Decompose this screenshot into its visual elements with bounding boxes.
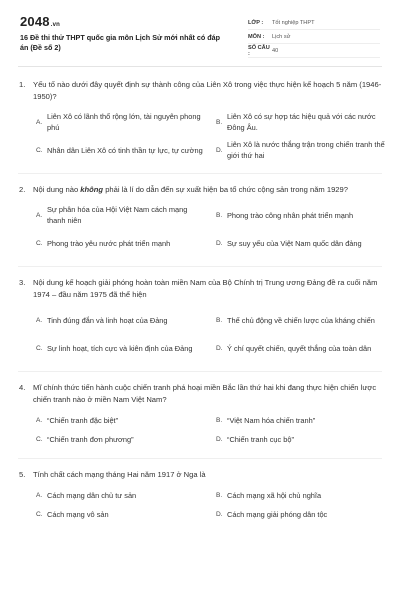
option-text: Cách mạng xã hội chủ nghĩa [227, 491, 322, 500]
answer-option-c[interactable] [36, 139, 206, 161]
option-text: Thế chủ động về chiến lược của kháng chiến [227, 315, 375, 325]
option-text: Sự phân hóa của Hội Việt Nam cách mạng thanh niên [47, 205, 188, 225]
answer-options [36, 204, 382, 254]
meta-row-mon [248, 30, 380, 44]
question-emphasis: không [80, 185, 104, 194]
question-text [18, 469, 382, 481]
option-letter: B. [216, 118, 223, 126]
question-number: 3. [19, 278, 26, 287]
answer-option-d[interactable] [216, 139, 386, 161]
question-text [18, 382, 382, 406]
answer-option-c[interactable] [36, 433, 206, 446]
option-letter: C. [36, 344, 43, 352]
option-letter: D. [216, 344, 223, 352]
exam-meta [248, 16, 380, 58]
option-text: Tinh đúng đắn và linh hoạt của Đảng [47, 315, 168, 325]
question-divider [18, 458, 382, 459]
option-text: Phong trào công nhân phát triển mạnh [227, 210, 354, 220]
question-number: 1. [19, 80, 26, 89]
question-text [18, 184, 382, 196]
logo-suffix: .vn [50, 22, 61, 28]
question-2 [18, 184, 382, 254]
answer-option-d[interactable] [216, 433, 386, 446]
option-letter: A. [36, 316, 43, 324]
answer-option-d[interactable] [216, 508, 386, 521]
answer-options [36, 414, 382, 446]
meta-row-lop [248, 16, 380, 30]
option-text: Ý chí quyết chiến, quyết thắng của toàn dân [227, 343, 372, 353]
question-text [18, 277, 382, 301]
question-5 [18, 469, 382, 521]
question-number: 4. [19, 383, 26, 392]
logo-main: 2048 [20, 14, 50, 29]
meta-lop-value: Tốt nghiệp THPT [272, 19, 315, 26]
option-text: “Chiến tranh đơn phương” [47, 435, 134, 444]
option-text: Sự suy yếu của Việt Nam quốc dân đảng [227, 238, 362, 248]
answer-option-c[interactable] [36, 508, 206, 521]
answer-option-b[interactable] [216, 414, 386, 427]
question-body: Nội dung kế hoạch giải phóng hoàn toàn miền Nam của Bộ Chính trị Trung ương Đảng đề ra cuối năm 1974 – đầu năm 1975 đã thể hiện [33, 278, 378, 299]
answer-option-b[interactable] [216, 309, 386, 331]
option-letter: B. [216, 211, 223, 219]
question-text-before: Nội dung nào [33, 185, 81, 194]
question-body: Yếu tố nào dưới đây quyết định sự thành công của Liên Xô trong việc thực hiện kế hoạch 5 năm (1946-1950)? [33, 80, 382, 101]
option-text: Sự linh hoạt, tích cực và kiên định của Đảng [47, 343, 193, 353]
exam-header [18, 0, 382, 67]
option-letter: C. [36, 239, 43, 247]
option-text: Cách mạng dân chủ tư sản [47, 491, 137, 500]
option-letter: B. [216, 316, 223, 324]
answer-options [36, 309, 382, 359]
option-letter: D. [216, 146, 223, 154]
option-letter: B. [216, 492, 223, 499]
option-letter: A. [36, 417, 43, 424]
option-text: Cách mạng giải phóng dân tộc [227, 510, 328, 519]
answer-options [36, 111, 385, 161]
site-logo[interactable] [20, 14, 60, 29]
answer-option-d[interactable] [216, 337, 386, 359]
option-letter: A. [36, 211, 43, 219]
option-letter: B. [216, 417, 223, 424]
option-letter: D. [216, 511, 223, 518]
option-text: Liên Xô có sự hợp tác hiệu quả với các nước Đông Âu. [227, 112, 376, 132]
answer-option-a[interactable] [36, 111, 206, 133]
answer-option-b[interactable] [216, 111, 386, 133]
answer-option-b[interactable] [216, 204, 386, 226]
meta-socau-value: 40 [272, 47, 279, 54]
question-body [33, 184, 348, 196]
question-body: Mĩ chính thức tiến hành cuộc chiến tranh phá hoại miền Bắc lần thứ hai khi đang thực hiện chiến lược chiến tranh nào ở miền Nam Việt Nam? [33, 383, 377, 404]
option-text: Cách mạng vô sản [47, 510, 109, 519]
option-letter: D. [216, 436, 223, 443]
question-3 [18, 277, 382, 359]
option-letter: A. [36, 118, 43, 126]
question-1 [18, 79, 385, 161]
option-letter: C. [36, 436, 43, 443]
option-text: “Việt Nam hóa chiến tranh” [227, 416, 316, 425]
option-letter: C. [36, 146, 43, 154]
option-text: Nhân dân Liên Xô có tinh thần tự lực, tự cường [47, 145, 203, 155]
answer-option-a[interactable] [36, 414, 206, 427]
answer-option-c[interactable] [36, 337, 206, 359]
answer-option-a[interactable] [36, 204, 206, 226]
answer-option-d[interactable] [216, 232, 386, 254]
question-number: 5. [19, 470, 26, 479]
answer-option-b[interactable] [216, 489, 386, 502]
answer-option-a[interactable] [36, 309, 206, 331]
option-letter: A. [36, 492, 43, 499]
question-body: Tính chất cách mạng tháng Hai năm 1917 ở Nga là [33, 470, 206, 479]
answer-options [36, 489, 382, 521]
option-text: Phong trào yêu nước phát triển mạnh [47, 238, 171, 248]
question-divider [18, 173, 382, 174]
answer-option-a[interactable] [36, 489, 206, 502]
meta-lop-label: LỚP : [248, 19, 264, 26]
meta-mon-label: MÔN : [248, 33, 265, 40]
question-list [18, 67, 385, 521]
option-letter: C. [36, 511, 43, 518]
question-divider [18, 266, 382, 267]
option-text: “Chiến tranh cục bộ” [227, 435, 294, 444]
meta-mon-value: Lịch sử [272, 33, 291, 40]
question-text-after: phải là lí do dẫn đến sự xuất hiện ba tổ chức cộng sản trong năm 1929? [103, 185, 348, 194]
exam-title: 16 Đề thi thử THPT quốc gia môn Lịch Sử mới nhất có đáp án (Đề số 2) [20, 33, 221, 52]
option-text: Liên Xô có lãnh thổ rộng lớn, tài nguyên phong phú [47, 112, 201, 132]
meta-row-socau [248, 44, 380, 58]
option-text: Liên Xô là nước thắng trận trong chiến tranh thế giới thứ hai [227, 140, 385, 160]
meta-socau-label: SỐ CÂU : [248, 44, 270, 57]
question-text [18, 79, 382, 103]
question-divider [18, 371, 382, 372]
question-4 [18, 382, 382, 446]
question-number: 2. [19, 185, 26, 194]
option-letter: D. [216, 239, 223, 247]
answer-option-c[interactable] [36, 232, 206, 254]
option-text: “Chiến tranh đặc biệt” [47, 416, 119, 425]
